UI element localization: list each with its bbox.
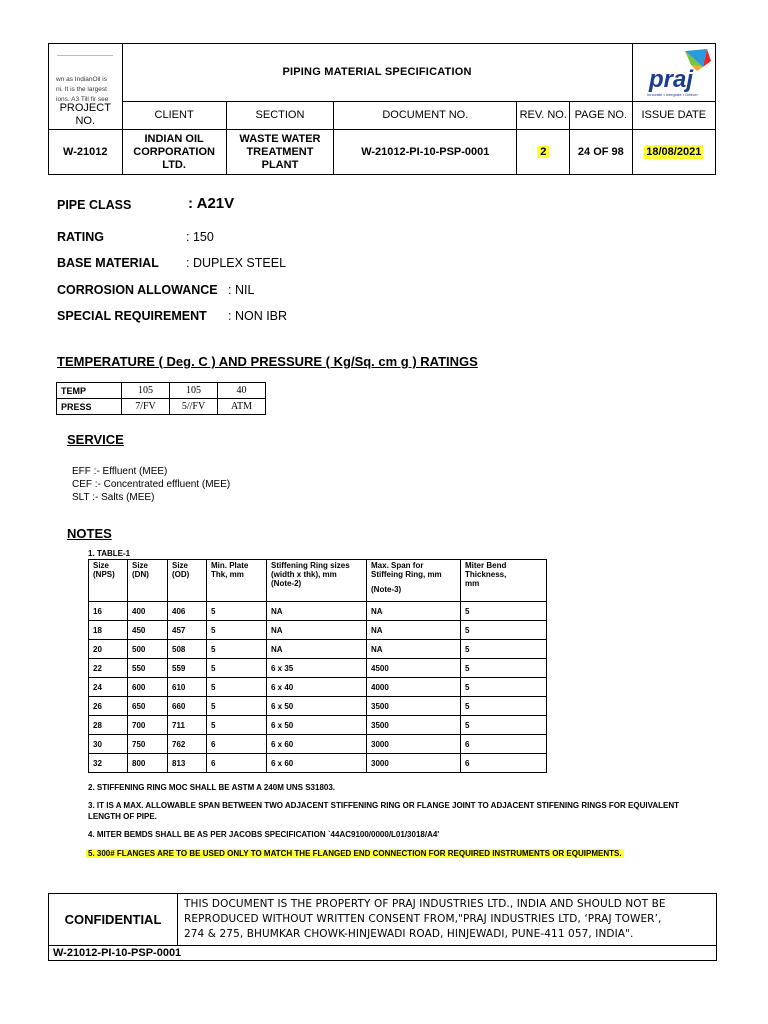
service-list <box>72 465 230 504</box>
issue-date-value: 18/08/2021 <box>632 130 715 175</box>
rating-value: : 150 <box>186 230 214 244</box>
base-material-value: : DUPLEX STEEL <box>186 256 287 270</box>
ratings-row-temp: TEMP 105 105 40 <box>57 383 266 399</box>
th-min-plate: Min. Plate Thk, mm <box>207 560 267 602</box>
note-2: 2. STIFFENING RING MOC SHALL BE ASTM A 240M UNS S31803. <box>88 783 336 792</box>
confidential-label: CONFIDENTIAL <box>49 894 178 946</box>
table-row: 32 800 813 6 6 x 60 3000 6 <box>89 754 547 773</box>
confidential-text: THIS DOCUMENT IS THE PROPERTY OF PRAJ INDUSTRIES LTD., INDIA AND SHOULD NOT BE REPRODUCED WITHOUT WRITTEN CONSENT FROM,"PRAJ INDUSTRIES LTD, ‘PRAJ TOWER’, 274 & 275, BHUMKAR CHOWK-HINJEWADI ROAD, HINJEWADI, PUNE-411 057, INDIA". <box>178 894 717 946</box>
service-item: CEF :- Concentrated effluent (MEE) <box>72 479 231 490</box>
table-row: 20 500 508 5 NA NA 5 <box>89 640 547 659</box>
th-size-dn: Size (DN) <box>128 560 168 602</box>
pipe-class-value: : A21V <box>188 195 235 212</box>
header-stub-text: wn as IndianOil is ni. It is the largest ions. A3 Till fir see <box>56 75 109 101</box>
col-project-no: PROJECT NO. <box>49 102 123 130</box>
col-document-no: DOCUMENT NO. <box>334 102 517 130</box>
table-row: 18 450 457 5 NA NA 5 <box>89 621 547 640</box>
footer-document-no: W-21012-PI-10-PSP-0001 <box>49 946 717 961</box>
document-no-value: W-21012-PI-10-PSP-0001 <box>334 130 517 175</box>
table-row: 16 400 406 5 NA NA 5 <box>89 602 547 621</box>
th-max-span: Max. Span for Stiffeing Ring, mm (Note-3) <box>367 560 461 602</box>
ratings-heading: TEMPERATURE ( Deg. C ) AND PRESSURE ( Kg/Sq. cm g ) RATINGS <box>57 354 478 369</box>
table-row: 28 700 711 5 6 x 50 3500 5 <box>89 716 547 735</box>
service-item: SLT :- Salts (MEE) <box>72 492 155 503</box>
footer <box>48 893 717 961</box>
th-size-od: Size (OD) <box>168 560 207 602</box>
service-item: EFF :- Effluent (MEE) <box>72 466 168 477</box>
table-row: 26 650 660 5 6 x 50 3500 5 <box>89 697 547 716</box>
svg-text:Innovate • Integrate • Deliver: Innovate • Integrate • Deliver <box>646 91 698 97</box>
document-header <box>48 43 716 175</box>
svg-text:praj: praj <box>648 65 693 93</box>
table-row: 22 550 559 5 6 x 35 4500 5 <box>89 659 547 678</box>
stiffening-table-header <box>89 560 547 602</box>
notes-heading: NOTES <box>67 526 112 541</box>
pipe-class-label: PIPE CLASS <box>57 198 132 212</box>
rev-no-value: 2 <box>517 130 570 175</box>
note-3: 3. IT IS A MAX. ALLOWABLE SPAN BETWEEN TWO ADJACENT STIFFENING RING OR FLANGE JOINT TO ADJACENT STIFENING RINGS FOR EQUIVALENT LENGTH OF PIPE. <box>88 801 679 821</box>
rating-label: RATING <box>57 230 104 244</box>
col-section: SECTION <box>226 102 334 130</box>
header-stub-cell <box>49 44 123 102</box>
base-material-label: BASE MATERIAL <box>57 256 159 270</box>
table-row: 30 750 762 6 6 x 60 3000 6 <box>89 735 547 754</box>
document-title: PIPING MATERIAL SPECIFICATION <box>122 44 632 102</box>
special-requirement-value: : NON IBR <box>228 309 288 323</box>
col-page-no: PAGE NO. <box>570 102 633 130</box>
project-no-value: W-21012 <box>49 130 123 175</box>
note-4: 4. MITER BEMDS SHALL BE AS PER JACOBS SPECIFICATION `44AC9100/0000/L01/3018/A4' <box>88 830 440 839</box>
page-no-value: 24 OF 98 <box>570 130 633 175</box>
corrosion-allowance-label: CORROSION ALLOWANCE <box>57 283 218 297</box>
th-size-nps: Size (NPS) <box>89 560 128 602</box>
col-client: CLIENT <box>122 102 226 130</box>
th-miter-bend: Miter Bend Thickness, mm <box>461 560 547 602</box>
col-issue-date: ISSUE DATE <box>632 102 715 130</box>
ratings-row-press: PRESS 7/FV 5//FV ATM <box>57 399 266 415</box>
service-heading: SERVICE <box>67 432 124 447</box>
client-value: INDIAN OIL CORPORATION LTD. <box>122 130 226 175</box>
col-rev-no: REV. NO. <box>517 102 570 130</box>
table-1-title: 1. TABLE-1 <box>88 549 131 558</box>
corrosion-allowance-value: : NIL <box>228 283 255 297</box>
th-stiffening-ring-size: Stiffening Ring sizes (width x thk), mm (Note-2) <box>267 560 367 602</box>
table-row: 24 600 610 5 6 x 40 4000 5 <box>89 678 547 697</box>
praj-logo <box>632 44 715 102</box>
special-requirement-label: SPECIAL REQUIREMENT <box>57 309 207 323</box>
section-value: WASTE WATER TREATMENT PLANT <box>226 130 334 175</box>
stiffening-table <box>88 559 547 773</box>
ratings-table <box>56 382 266 415</box>
note-5: 5. 300# FLANGES ARE TO BE USED ONLY TO MATCH THE FLANGED END CONNECTION FOR REQUIRED INSTRUMENTS OR EQUIPMENTS. <box>88 849 622 858</box>
praj-logo-icon <box>633 45 716 101</box>
